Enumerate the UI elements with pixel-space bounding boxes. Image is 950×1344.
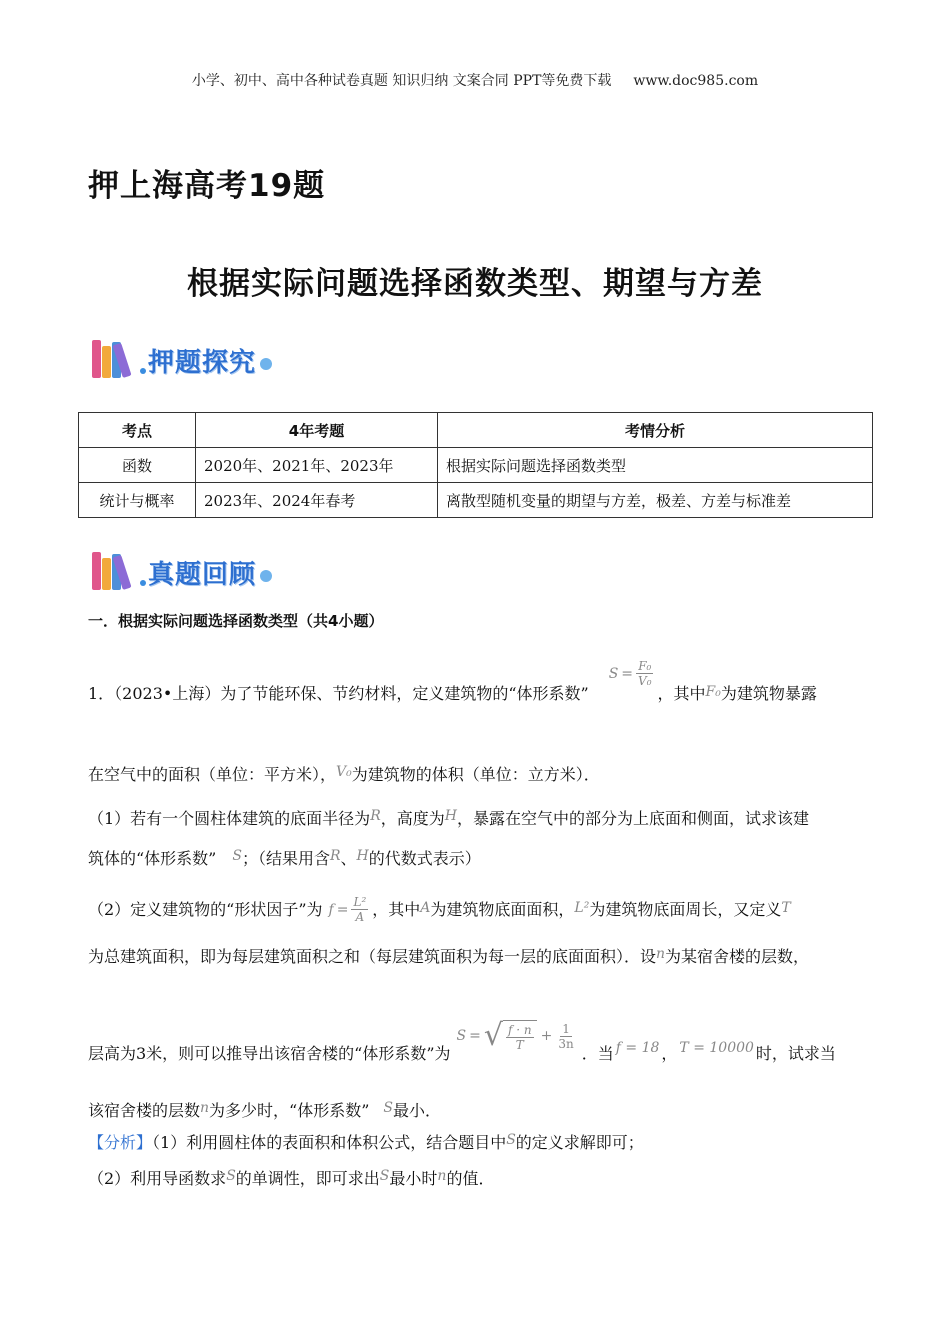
formula-n: n: [656, 946, 666, 962]
dot-icon: [140, 580, 146, 586]
formula-H: H: [444, 808, 457, 824]
analysis-tag: 【分析】: [88, 1133, 153, 1152]
formula-S: S: [232, 848, 242, 864]
table-cell: 2023年、2024年春考: [196, 483, 438, 518]
formula-A: A: [420, 900, 431, 916]
formula-R: R: [329, 848, 341, 864]
problem-text: 为建筑物暴露: [720, 684, 817, 703]
table-header: 考点: [79, 413, 196, 448]
dot-icon: [260, 358, 272, 370]
formula-shape-coeff-n: S = √ $\frac{f \cdot n}{T}$ + $\frac{1}{3n}$: [456, 1018, 574, 1053]
dot-icon: [260, 570, 272, 582]
formula-V0: V₀: [336, 764, 352, 780]
table-cell: 离散型随机变量的期望与方差，极差、方差与标准差: [438, 483, 873, 518]
top-banner: [0, 70, 950, 90]
problem-text: 1．（2023•上海）为了节能环保、节约材料，定义建筑物的“体形系数”: [88, 684, 589, 703]
formula-S: S: [506, 1132, 516, 1148]
section-title-review: 真题回顾: [148, 560, 257, 590]
formula-shape-factor: f = $\frac{\text{L²}}{A}$: [328, 895, 367, 924]
part-heading: 一．根据实际问题选择函数类型（共4小题）: [88, 612, 384, 630]
section-title-explore: 押题探究: [148, 348, 257, 378]
table-cell: 统计与概率: [79, 483, 196, 518]
banner-text: 小学、初中、高中各种试卷真题 知识归纳 文案合同 PPT等免费下载: [191, 73, 612, 89]
formula-S: S: [226, 1168, 236, 1184]
problem-line: 筑体的“体形系数” S；（结果用含R、H的代数式表示）: [88, 848, 481, 868]
books-icon: [92, 338, 138, 378]
formula-shape-coeff: S = $\frac{\text{F₀}}{\text{V₀}}$: [608, 659, 652, 688]
problem-line: 层高为3米，则可以推导出该宿舍楼的“体形系数”为 S = √ $\frac{f \cdot n}{T}$ + $\frac{1}{3n}$ ．当 f = 18 ， T = 10000 时，试求当: [88, 1016, 836, 1068]
section-header-review: [92, 546, 272, 590]
dot-icon: [140, 368, 146, 374]
problem-line: （2）定义建筑物的“形状因子”为 f = $\frac{\text{L²}}{A}$ ，其中 A 为建筑物底面面积， L² 为建筑物底面周长，又定义 T: [88, 895, 791, 924]
formula-F0: F₀: [705, 684, 721, 700]
books-icon: [92, 550, 138, 590]
formula-S: S: [379, 1168, 390, 1184]
table-header: 4年考题: [196, 413, 438, 448]
page-title: 押上海高考19题: [88, 168, 326, 204]
formula-L: L²: [574, 900, 590, 916]
table-cell: 函数: [79, 448, 196, 483]
formula-R: R: [370, 808, 381, 824]
problem-line: （1）若有一个圆柱体建筑的底面半径为R，高度为H，暴露在空气中的部分为上底面和侧面，试求该建: [88, 808, 809, 828]
table-row: [79, 448, 873, 483]
page-subtitle: 根据实际问题选择函数类型、期望与方差: [187, 266, 763, 302]
analysis-line: 【分析】（1）利用圆柱体的表面积和体积公式，结合题目中S的定义求解即可；: [88, 1132, 644, 1152]
formula-S: S: [383, 1100, 394, 1116]
table-header: 考情分析: [438, 413, 873, 448]
exam-table: [78, 412, 873, 518]
table-row: [79, 483, 873, 518]
problem-text: ，其中: [657, 684, 706, 703]
analysis-line: （2）利用导函数求S的单调性，即可求出S最小时n的值．: [88, 1168, 495, 1188]
problem-line: 该宿舍楼的层数n为多少时，“体形系数” S最小．: [88, 1100, 442, 1120]
site-link[interactable]: www.doc985.com: [633, 73, 759, 89]
table-header-row: [79, 413, 873, 448]
formula-T: T: [781, 900, 791, 916]
problem-line: 在空气中的面积（单位：平方米），V₀为建筑物的体积（单位：立方米）．: [88, 764, 600, 784]
table-cell: 根据实际问题选择函数类型: [438, 448, 873, 483]
table-cell: 2020年、2021年、2023年: [196, 448, 438, 483]
formula-f18: f = 18: [615, 1040, 660, 1056]
problem-line: 为总建筑面积，即为每层建筑面积之和（每层建筑面积为每一层的底面面积）．设n为某宿舍楼的层数，: [88, 946, 810, 966]
section-header-explore: [92, 334, 272, 378]
problem-line: [88, 660, 817, 710]
formula-H: H: [356, 848, 369, 864]
formula-T10000: T = 10000: [679, 1040, 754, 1056]
formula-n: n: [437, 1168, 447, 1184]
formula-n: n: [200, 1100, 210, 1116]
